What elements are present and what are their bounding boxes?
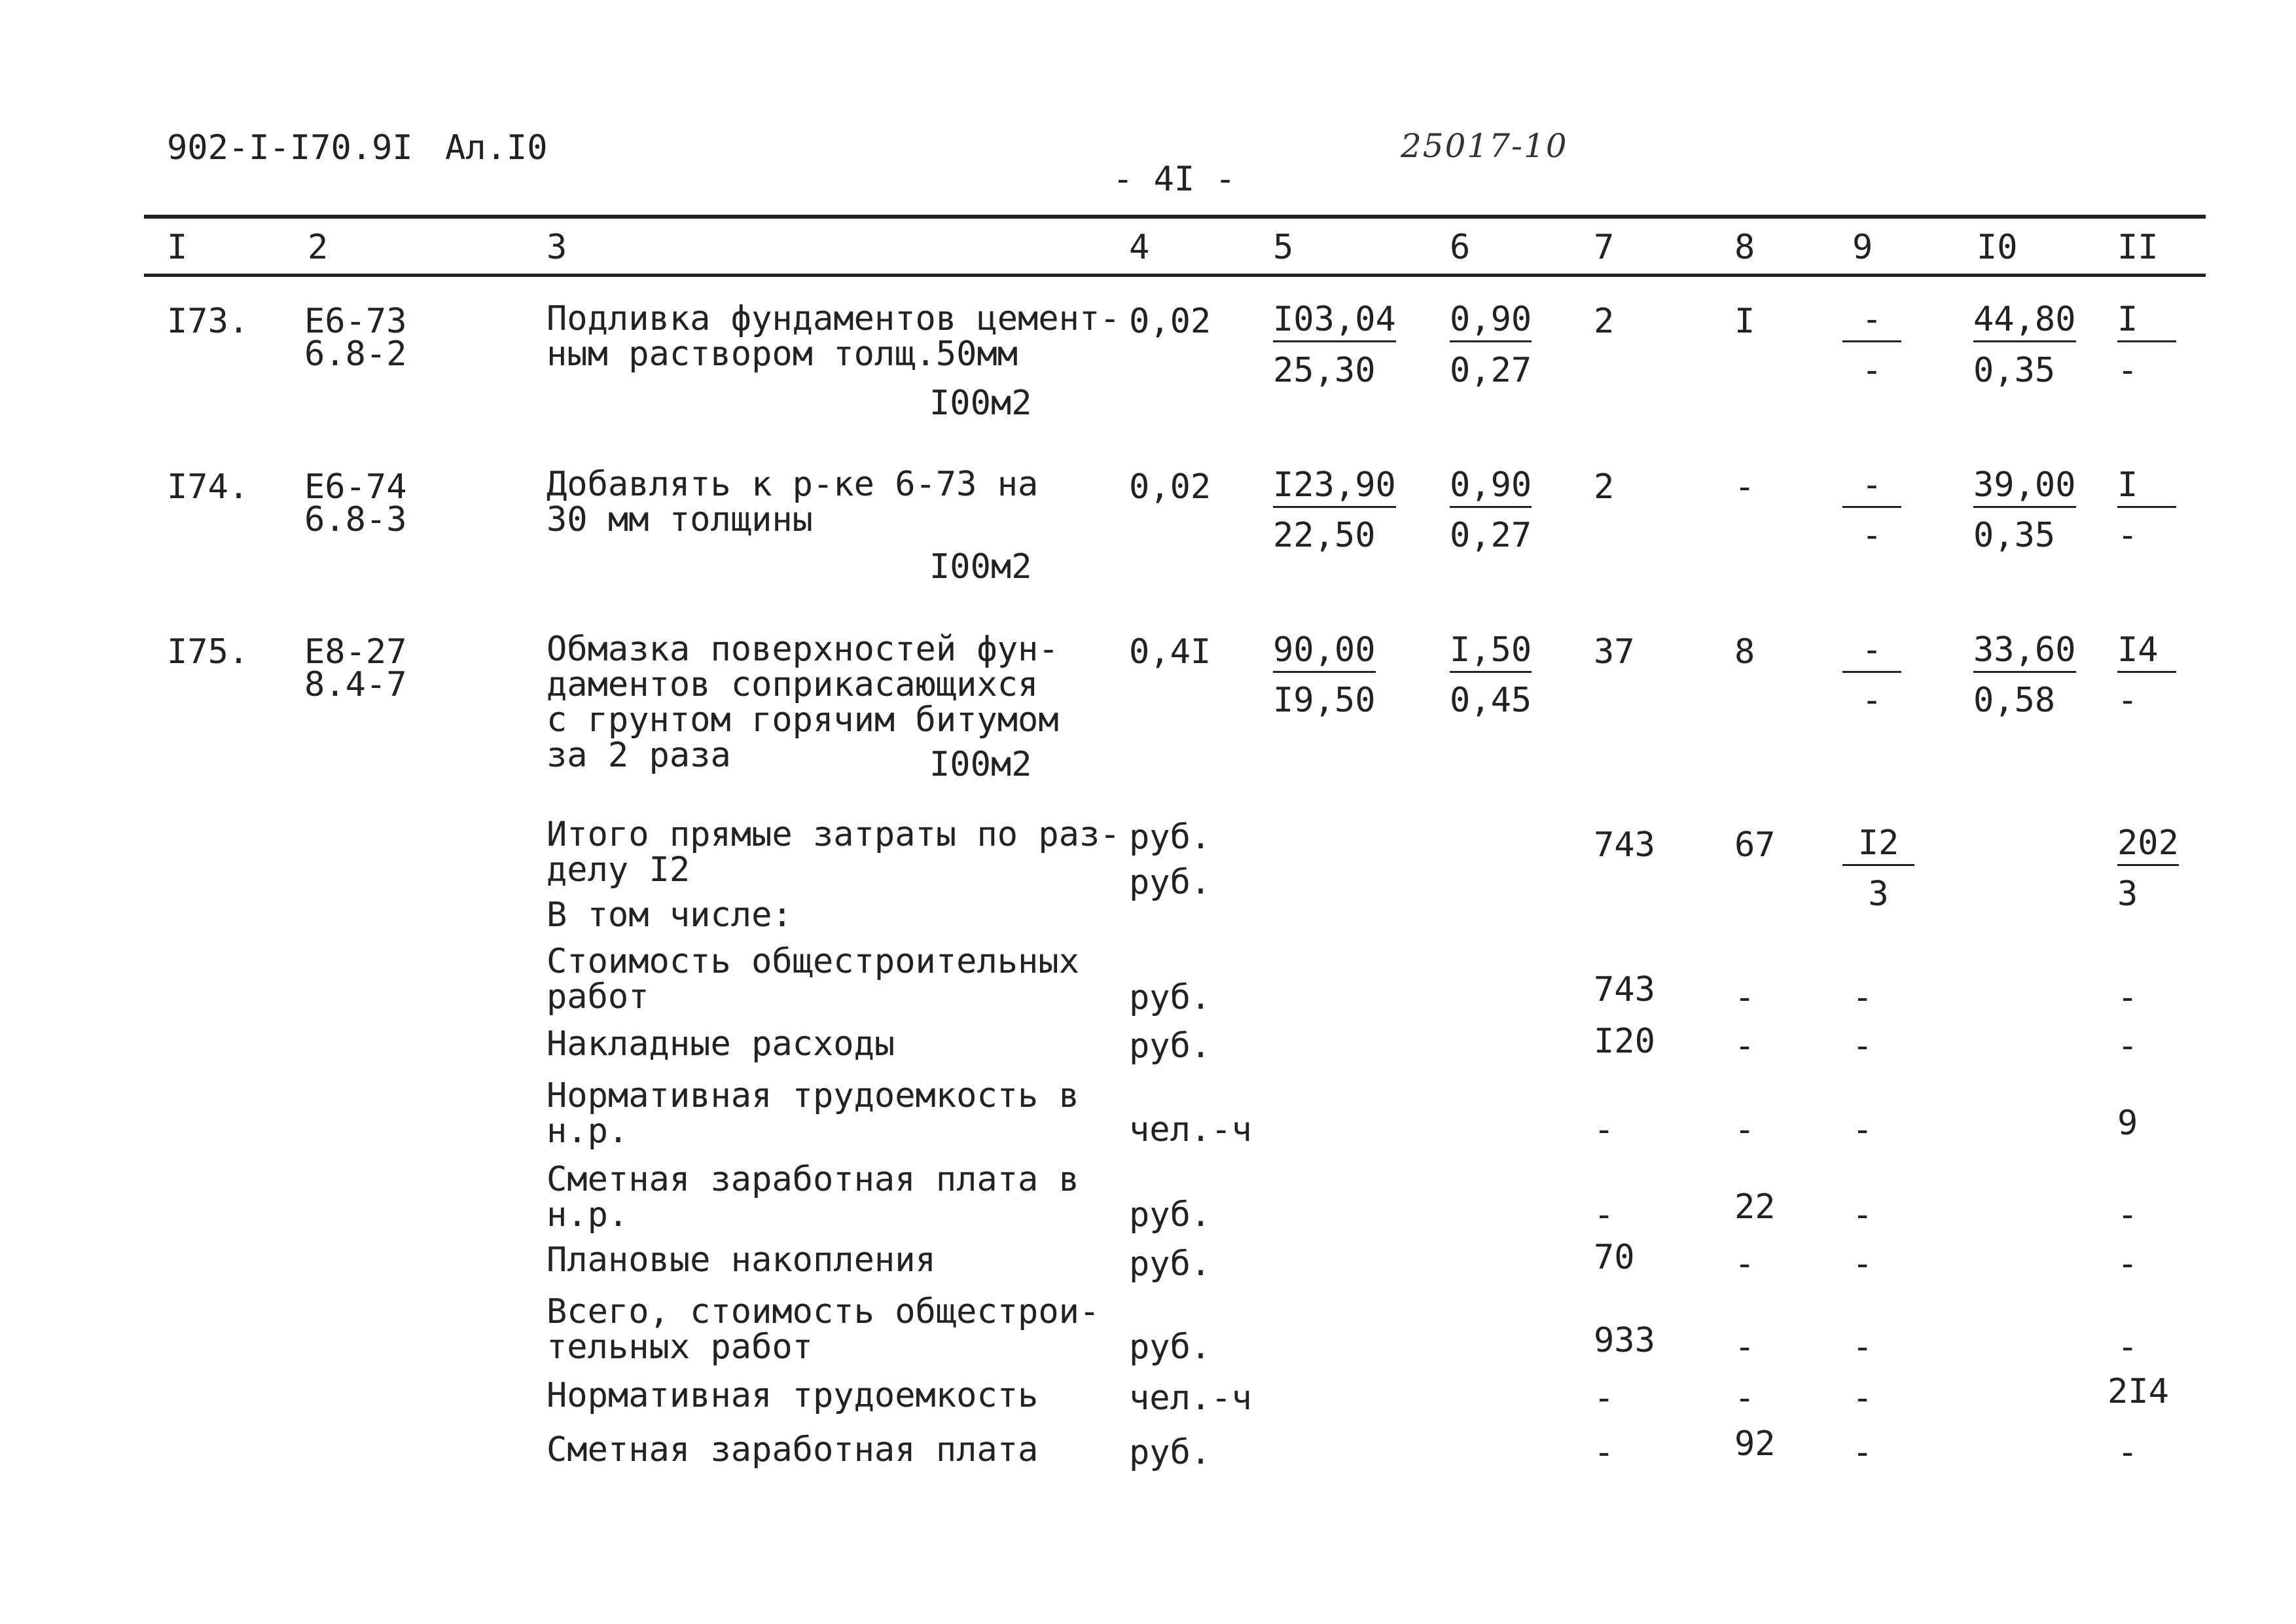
item-cost: - bbox=[1594, 1195, 1615, 1235]
item-label: Нормативная трудоемкость в н.р. bbox=[547, 1076, 1079, 1151]
quantity: 0,02 bbox=[1129, 467, 1211, 507]
norm-subcode: 8.4-7 bbox=[304, 665, 407, 704]
unit-labour-total: 0,90 bbox=[1450, 302, 1532, 342]
table-top-rule bbox=[144, 215, 2206, 219]
unit-machine-hours: 0,35 bbox=[1973, 351, 2056, 390]
total-wages: 67 bbox=[1734, 825, 1776, 865]
item-unit: руб. bbox=[1129, 1195, 1211, 1235]
item-cost: I20 bbox=[1594, 1022, 1655, 1061]
unit-labour-hours: 39,00 bbox=[1973, 468, 2076, 508]
unit-cost-wages: I9,50 bbox=[1273, 681, 1376, 720]
handwritten-number: 25017-10 bbox=[1401, 127, 1568, 165]
item-label: Плановые накопления bbox=[547, 1240, 936, 1280]
item-wages: - bbox=[1734, 1244, 1755, 1284]
labour-hours-total: I bbox=[2117, 302, 2176, 342]
item-label: Стоимость общестроительных работ bbox=[547, 942, 1079, 1017]
quantity: 0,4I bbox=[1129, 632, 1211, 672]
column-header-3: 3 bbox=[547, 228, 567, 267]
including-label: В том числе: bbox=[547, 895, 793, 935]
total-machine-wages: 3 bbox=[1868, 875, 1889, 914]
item-machine: - bbox=[1852, 1026, 1873, 1066]
machine-hours-total: - bbox=[2117, 681, 2138, 720]
norm-code: E8-27 bbox=[304, 632, 407, 672]
item-wages: 22 bbox=[1734, 1187, 1776, 1227]
work-description: Добавлять к р-ке 6-73 на 30 мм толщины bbox=[547, 465, 1039, 539]
item-unit: руб. bbox=[1129, 978, 1211, 1017]
column-header-4: 4 bbox=[1129, 228, 1150, 267]
item-wages: - bbox=[1734, 1110, 1755, 1149]
unit-cost-wages: 22,50 bbox=[1273, 516, 1376, 555]
item-machine: - bbox=[1852, 1379, 1873, 1418]
total-wages: I bbox=[1734, 302, 1755, 341]
unit-labour-wages: 0,27 bbox=[1450, 351, 1532, 390]
norm-subcode: 6.8-2 bbox=[304, 334, 407, 374]
item-labour: - bbox=[2117, 1026, 2138, 1066]
labour-hours-total: I4 bbox=[2117, 633, 2176, 673]
column-header-1: I bbox=[167, 228, 188, 267]
total-wages: 8 bbox=[1734, 632, 1755, 672]
unit: I00м2 bbox=[929, 384, 1032, 423]
item-label: Сметная заработная плата в н.р. bbox=[547, 1160, 1079, 1235]
norm-code: E6-74 bbox=[304, 467, 407, 507]
item-wages: - bbox=[1734, 1379, 1755, 1418]
item-labour: 9 bbox=[2117, 1104, 2138, 1143]
item-unit: руб. bbox=[1129, 1244, 1211, 1284]
unit-machine-hours: 0,58 bbox=[1973, 681, 2056, 720]
total-unit-top: руб. bbox=[1129, 818, 1211, 857]
item-labour: 2I4 bbox=[2108, 1372, 2169, 1411]
total-cost: 2 bbox=[1594, 302, 1615, 341]
row-number: I74. bbox=[167, 467, 249, 507]
unit-labour-total: 0,90 bbox=[1450, 468, 1532, 508]
item-labour: - bbox=[2117, 1244, 2138, 1284]
total-label: Итого прямые затраты по раз- делу I2 bbox=[547, 815, 1121, 890]
column-header-2: 2 bbox=[308, 228, 329, 267]
item-machine: - bbox=[1852, 1433, 1873, 1472]
item-unit: руб. bbox=[1129, 1327, 1211, 1367]
item-cost: - bbox=[1594, 1110, 1615, 1149]
item-labour: - bbox=[2117, 1433, 2138, 1472]
row-number: I73. bbox=[167, 302, 249, 341]
labour-hours-total: I bbox=[2117, 468, 2176, 508]
column-header-7: 7 bbox=[1594, 228, 1615, 267]
norm-code: E6-73 bbox=[304, 302, 407, 341]
unit-labour-hours: 44,80 bbox=[1973, 302, 2076, 342]
unit-cost-total: I23,90 bbox=[1273, 468, 1396, 508]
item-label: Накладные расходы bbox=[547, 1024, 895, 1064]
item-unit: чел.-ч bbox=[1129, 1379, 1252, 1418]
machine-wages: - bbox=[1861, 681, 1882, 720]
machine-wages: - bbox=[1861, 351, 1882, 390]
unit: I00м2 bbox=[929, 745, 1032, 784]
row-number: I75. bbox=[167, 632, 249, 672]
total-cost: 37 bbox=[1594, 632, 1635, 672]
norm-subcode: 6.8-3 bbox=[304, 500, 407, 539]
item-unit: чел.-ч bbox=[1129, 1110, 1252, 1149]
item-machine: - bbox=[1852, 1110, 1873, 1149]
column-header-8: 8 bbox=[1734, 228, 1755, 267]
total-machine-hours: 3 bbox=[2117, 875, 2138, 914]
unit-cost-total: 90,00 bbox=[1273, 633, 1376, 673]
item-cost: 70 bbox=[1594, 1238, 1635, 1277]
unit-labour-wages: 0,27 bbox=[1450, 516, 1532, 555]
item-cost: - bbox=[1594, 1433, 1615, 1472]
column-header-6: 6 bbox=[1450, 228, 1471, 267]
work-description: Обмазка поверхностей фун- даментов соприкасающихся с грунтом горячим битумом за 2 раза bbox=[547, 630, 1059, 775]
work-description: Подливка фундаментов цемент- ным раствором толщ.50мм bbox=[547, 299, 1121, 374]
column-header-5: 5 bbox=[1273, 228, 1294, 267]
unit-labour-hours: 33,60 bbox=[1973, 633, 2076, 673]
item-label: Нормативная трудоемкость bbox=[547, 1376, 1039, 1415]
item-labour: - bbox=[2117, 1327, 2138, 1367]
item-cost: 933 bbox=[1594, 1321, 1655, 1360]
total-labour-hours: 202 bbox=[2117, 826, 2179, 866]
column-header-9: 9 bbox=[1852, 228, 1873, 267]
unit-machine-hours: 0,35 bbox=[1973, 516, 2056, 555]
page-number: - 4I - bbox=[1113, 160, 1236, 199]
total-cost: 2 bbox=[1594, 467, 1615, 507]
item-wages: - bbox=[1734, 978, 1755, 1017]
unit: I00м2 bbox=[929, 547, 1032, 586]
document-code: 902-I-I70.9I bbox=[167, 128, 413, 168]
column-header-10: I0 bbox=[1977, 228, 2018, 267]
machine-cost: - bbox=[1842, 468, 1901, 508]
machine-hours-total: - bbox=[2117, 351, 2138, 390]
item-label: Сметная заработная плата bbox=[547, 1430, 1039, 1470]
item-machine: - bbox=[1852, 978, 1873, 1017]
unit-cost-wages: 25,30 bbox=[1273, 351, 1376, 390]
unit-labour-total: I,50 bbox=[1450, 633, 1532, 673]
item-cost: - bbox=[1594, 1379, 1615, 1418]
item-wages: - bbox=[1734, 1327, 1755, 1367]
total-unit-bottom: руб. bbox=[1129, 863, 1211, 902]
item-unit: руб. bbox=[1129, 1026, 1211, 1066]
machine-cost: - bbox=[1842, 302, 1901, 342]
total-cost: 743 bbox=[1594, 825, 1655, 865]
unit-cost-total: I03,04 bbox=[1273, 302, 1396, 342]
item-wages: 92 bbox=[1734, 1424, 1776, 1464]
item-machine: - bbox=[1852, 1244, 1873, 1284]
item-unit: руб. bbox=[1129, 1433, 1211, 1472]
column-header-11: II bbox=[2117, 228, 2159, 267]
unit-labour-wages: 0,45 bbox=[1450, 681, 1532, 720]
table-header-rule bbox=[144, 274, 2206, 277]
item-labour: - bbox=[2117, 978, 2138, 1017]
item-labour: - bbox=[2117, 1195, 2138, 1235]
item-cost: 743 bbox=[1594, 970, 1655, 1009]
total-wages: - bbox=[1734, 467, 1755, 507]
item-machine: - bbox=[1852, 1195, 1873, 1235]
item-machine: - bbox=[1852, 1327, 1873, 1367]
machine-hours-total: - bbox=[2117, 516, 2138, 555]
quantity: 0,02 bbox=[1129, 302, 1211, 341]
machine-cost: - bbox=[1842, 633, 1901, 673]
item-label: Всего, стоимость общестрои- тельных работ bbox=[547, 1292, 1100, 1367]
item-wages: - bbox=[1734, 1026, 1755, 1066]
album-number: Ал.I0 bbox=[445, 128, 548, 168]
total-machine-cost: I2 bbox=[1842, 826, 1914, 866]
machine-wages: - bbox=[1861, 516, 1882, 555]
